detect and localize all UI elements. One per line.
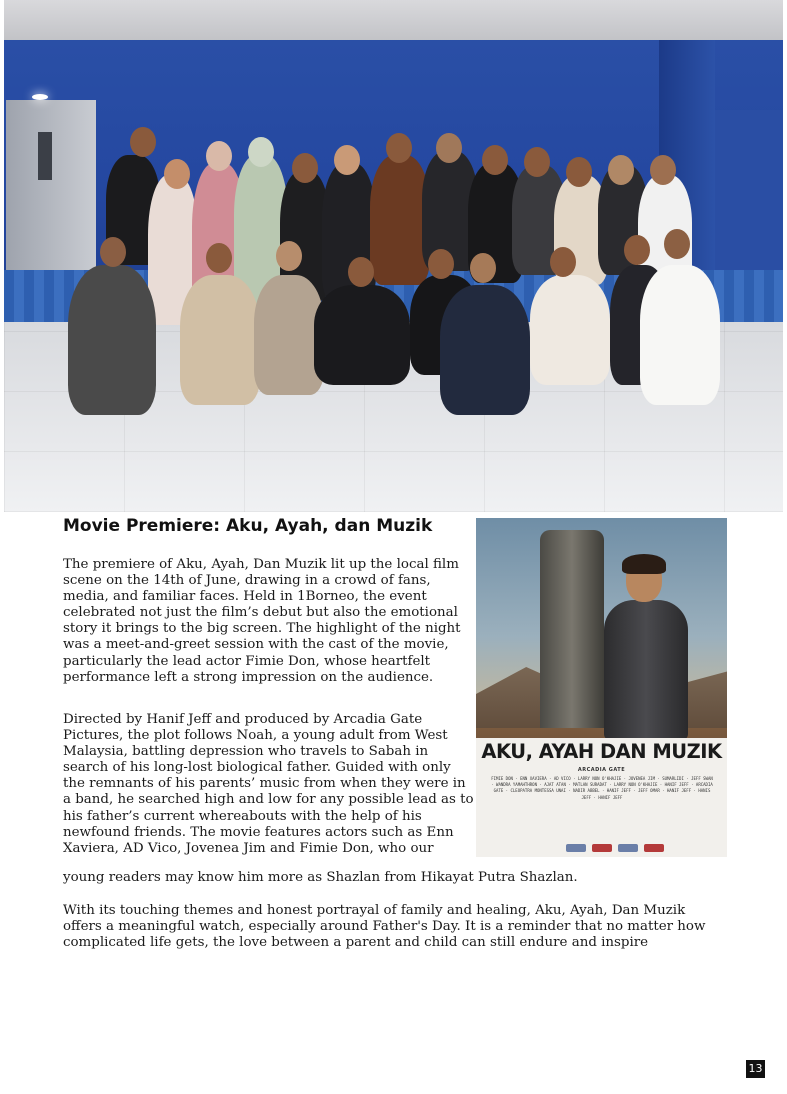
article-paragraph-3: With its touching themes and honest portrayal of family and healing, Aku, Ayah, Dan Muzik offers a meaningful watch, especially around Father's Day. It is a reminder that no matter how complicated life gets, the love between a parent and child can still endure and inspire — [63, 903, 706, 951]
poster-guitar-statue — [540, 530, 604, 740]
article-paragraph-2-tail: young readers may know him more as Shazlan from Hikayat Putra Shazlan. — [63, 870, 578, 885]
poster-credits: FIMIE DON · ENN XAVIERA · AD VICO · LARRY NON O'KHAJIE · JOVENEA JIM · SUMARLIDI · JEFF SWAN · WANDRA YAMAHTHRON · AJAT ATAN · MATLAN SURADAT · LARRY NON O'KHAJIE · HANIF JEFF · ARCADIA GATE · CLEOPATRA MONTESSA UNAI · NADIR ABBEL · HANIF JEFF · JEFF OMAR · HANIF JEFF · HANIS JEFF · HANIF JEFF — [491, 776, 713, 800]
movie-poster — [476, 518, 727, 857]
photo-ceiling-light — [32, 94, 48, 100]
poster-sponsor-logos — [566, 844, 706, 854]
premiere-group-photo — [4, 0, 783, 512]
photo-crowd — [30, 125, 730, 425]
page-number: 13 — [746, 1060, 765, 1078]
article-title: Movie Premiere: Aku, Ayah, dan Muzik — [63, 516, 433, 536]
poster-lead-actor — [596, 558, 696, 738]
article-paragraph-1: The premiere of Aku, Ayah, Dan Muzik lit up the local film scene on the 14th of June, drawing in a crowd of fans, media, and familiar faces. Held in 1Borneo, the event celebrated not just the film’s debut but also the emotional story it brings to the big screen. The highlight of the night was a meet-and-greet session with the cast of the movie, particularly the lead actor Fimie Don, whose heartfelt performance left a strong impression on the audience. — [63, 557, 461, 685]
article-paragraph-2: Directed by Hanif Jeff and produced by Arcadia Gate Pictures, the plot follows Noah, a young adult from West Malaysia, battling depression who travels to Sabah in search of his long-lost biological father. Guided with only the remnants of his parents’ music from when they were in a band, he searched high and low for any possible lead as to his father’s current whereabouts with the help of his newfound friends. The movie features actors such as Enn Xaviera, AD Vico, Jovenea Jim and Fimie Don, who our — [63, 712, 474, 856]
poster-title: AKU, AYAH DAN MUZIK — [481, 740, 722, 763]
poster-studio: ARCADIA GATE — [577, 767, 626, 773]
